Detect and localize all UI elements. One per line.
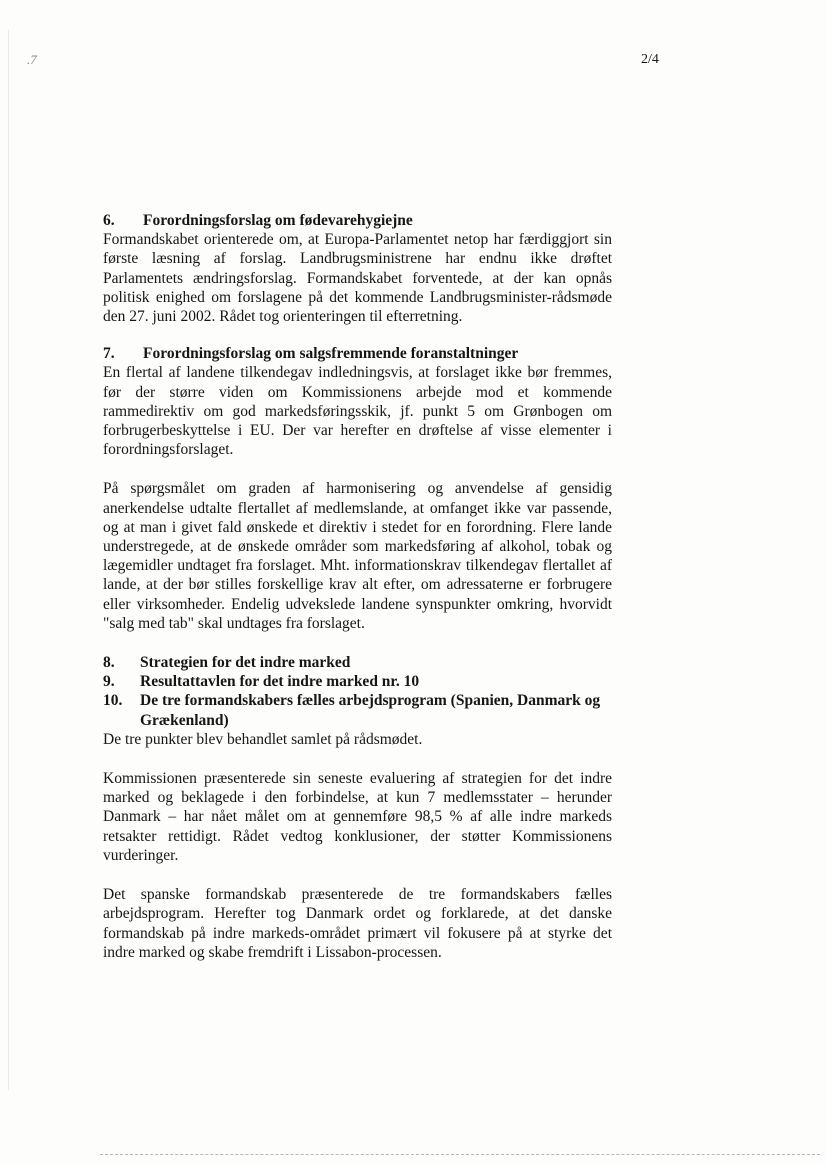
section-6-heading <box>103 211 612 230</box>
section-7-paragraph: På spørgsmålet om graden af harmonisering og anvendelse af gensidig anerkendelse udtalte flertallet af medlemslande, at omfanget ikke var passende, og at man i givet fald ønskede et direktiv i stedet for en forordning. Flere lande understregede, at de ønskede områder som markedsføring af alkohol, tobak og lægemidler undtaget fra forslaget. Mht. informationskrav tilkendegav flertallet af lande, at der bør stilles forskellige krav alt efter, om adressaterne er forbrugere eller virksomheder. Endelig udvekslede landene synspunkter omkring, hvorvidt "salg med tab" skal undtages fra forslaget. <box>103 480 612 632</box>
scan-edge-line <box>8 30 9 1090</box>
document-body <box>103 211 612 962</box>
section-6-paragraph: Formandskabet orienterede om, at Europa-Parlamentet netop har færdiggjort sin første læsning af forslag. Landbrugsministrene har endnu ikke drøftet Parlamentets ændringsforslag. Formandskabet forventede, at der kan opnås politisk enighed om forslagene på det kommende Landbrugsminister-rådsmøde den 27. juni 2002. Rådet tog orienteringen til efterretning. <box>103 231 612 326</box>
section-number: 8. <box>103 654 115 672</box>
section-number: 6. <box>103 212 115 229</box>
section-title: Strategien for det indre marked <box>140 654 351 672</box>
section-8-10-paragraph: Kommissionen præsenterede sin seneste evaluering af strategien for det indre marked og beklagede i den forbindelse, at kun 7 medlemsstater – herunder Danmark – har nået målet om at gennemføre 98,5 % af alle indre markeds retsakter rettidigt. Rådet vedtog konklusioner, der støtter Kommissionens vurderinger. <box>103 770 612 864</box>
section-number: 10. <box>103 692 123 710</box>
section-number: 7. <box>103 345 115 363</box>
section-number: 9. <box>103 673 115 691</box>
section-8-10-paragraph: Det spanske formandskab præsenterede de tre formandskabers fælles arbejdsprogram. Herefter tog Danmark ordet og forklarede, at det danske formandskab på indre markeds-området primært vil fokusere på at styrke det indre marked og skabe fremdrift i Lissabon-processen. <box>103 886 612 961</box>
scan-bottom-line <box>100 1154 820 1155</box>
section-7-heading <box>103 344 612 363</box>
section-title: Forordningsforslag om fødevarehygiejne <box>143 212 413 229</box>
section-10-heading <box>103 691 612 729</box>
section-8-heading <box>103 653 612 672</box>
section-8-10-paragraph: De tre punkter blev behandlet samlet på rådsmødet. <box>103 730 423 748</box>
section-7-paragraph: En flertal af landene tilkendegav indledningsvis, at forslaget ikke bør fremmes, før der større viden om Kommissionens arbejde mod et kommende rammedirektiv om god markedsføringsskik, jf. punkt 5 om Grønbogen om forbrugerbeskyttelse i EU. Der var herefter en drøftelse af visse elementer i forordningsforslaget. <box>103 364 612 459</box>
section-title: Resultattavlen for det indre marked nr. 10 <box>140 673 420 691</box>
section-9-heading <box>103 672 612 691</box>
corner-mark: .7 <box>27 52 37 67</box>
page-number: 2/4 <box>641 52 659 67</box>
section-title: De tre formandskabers fælles arbejdsprogram (Spanien, Danmark og Grækenland) <box>140 692 601 729</box>
section-title: Forordningsforslag om salgsfremmende foranstaltninger <box>143 345 519 363</box>
